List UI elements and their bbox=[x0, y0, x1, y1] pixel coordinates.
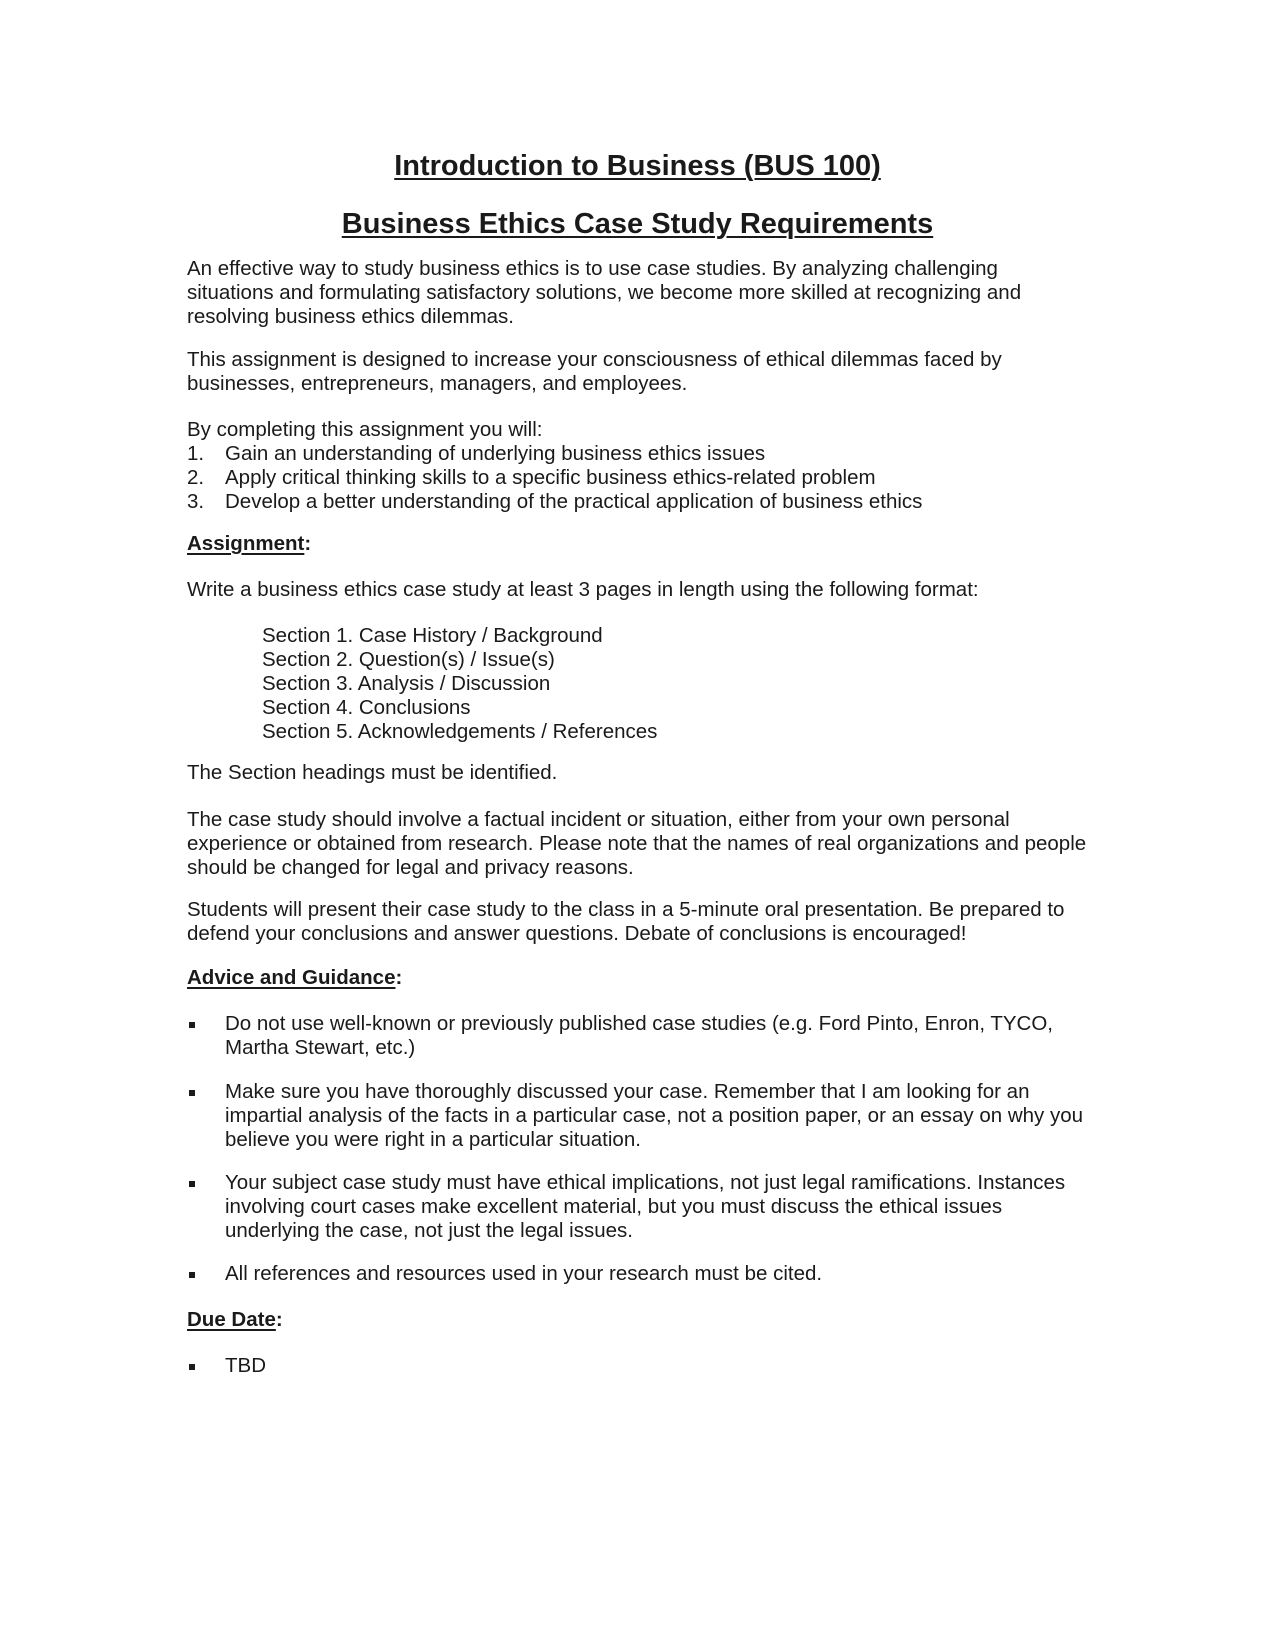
list-item: Section 3. Analysis / Discussion bbox=[262, 672, 551, 695]
intro-paragraph-1: An effective way to study business ethics is to use case studies. By analyzing challenging situations and formulating satisfactory solutions, we become more skilled at recognizing and resolving business ethics dilemmas. bbox=[187, 257, 1022, 328]
list-item: 3. Develop a better understanding of the practical application of business ethics bbox=[187, 490, 923, 513]
bullet-marker bbox=[187, 1171, 225, 1243]
sections-list bbox=[262, 624, 657, 744]
advice-heading: Advice and Guidance: bbox=[187, 966, 403, 989]
advice-item: Make sure you have thoroughly discussed your case. Remember that I am looking for an impartial analysis of the facts in a particular case, not a position paper, or an essay on why you believe you were right in a particular situation. bbox=[187, 1080, 1087, 1152]
list-item: Section 2. Question(s) / Issue(s) bbox=[262, 648, 555, 671]
list-item: 2. Apply critical thinking skills to a specific business ethics-related problem bbox=[187, 466, 876, 489]
list-item: 1. Gain an understanding of underlying business ethics issues bbox=[187, 442, 766, 465]
advice-item: All references and resources used in your research must be cited. bbox=[187, 1262, 1087, 1286]
document-subtitle: Business Ethics Case Study Requirements bbox=[341, 208, 934, 240]
advice-item: Do not use well-known or previously published case studies (e.g. Ford Pinto, Enron, TYCO, Martha Stewart, etc.) bbox=[187, 1012, 1087, 1060]
bullet-marker bbox=[187, 1354, 225, 1378]
bullet-marker bbox=[187, 1080, 225, 1152]
assignment-paragraph-3: The case study should involve a factual incident or situation, either from your own personal experience or obtained from research. Please note that the names of real organizations and people should be changed for legal and privacy reasons. bbox=[187, 808, 1087, 879]
intro-paragraph-2: This assignment is designed to increase your consciousness of ethical dilemmas faced by businesses, entrepreneurs, managers, and employees. bbox=[187, 348, 1002, 395]
assignment-paragraph-4: Students will present their case study to the class in a 5-minute oral presentation. Be prepared to defend your conclusions and answer questions. Debate of conclusions is encouraged! bbox=[187, 898, 1065, 945]
document-title: Introduction to Business (BUS 100) bbox=[394, 150, 881, 182]
bullet-marker bbox=[187, 1012, 225, 1060]
list-item: Section 5. Acknowledgements / References bbox=[262, 720, 658, 743]
goals-list bbox=[187, 442, 1087, 514]
bullet-marker bbox=[187, 1262, 225, 1286]
intro-paragraph-3: By completing this assignment you will: bbox=[187, 418, 543, 441]
list-item: Section 4. Conclusions bbox=[262, 696, 471, 719]
due-date-heading: Due Date: bbox=[187, 1308, 283, 1331]
assignment-paragraph-1: Write a business ethics case study at least 3 pages in length using the following format: bbox=[187, 578, 979, 601]
list-item: Section 1. Case History / Background bbox=[262, 624, 603, 647]
assignment-paragraph-2: The Section headings must be identified. bbox=[187, 761, 558, 784]
advice-item: Your subject case study must have ethical implications, not just legal ramifications. Instances involving court cases make excellent material, but you must discuss the ethical issues underlying the case, not just the legal issues. bbox=[187, 1171, 1087, 1243]
due-date-item: TBD bbox=[187, 1354, 1087, 1378]
assignment-heading: Assignment: bbox=[187, 532, 312, 555]
